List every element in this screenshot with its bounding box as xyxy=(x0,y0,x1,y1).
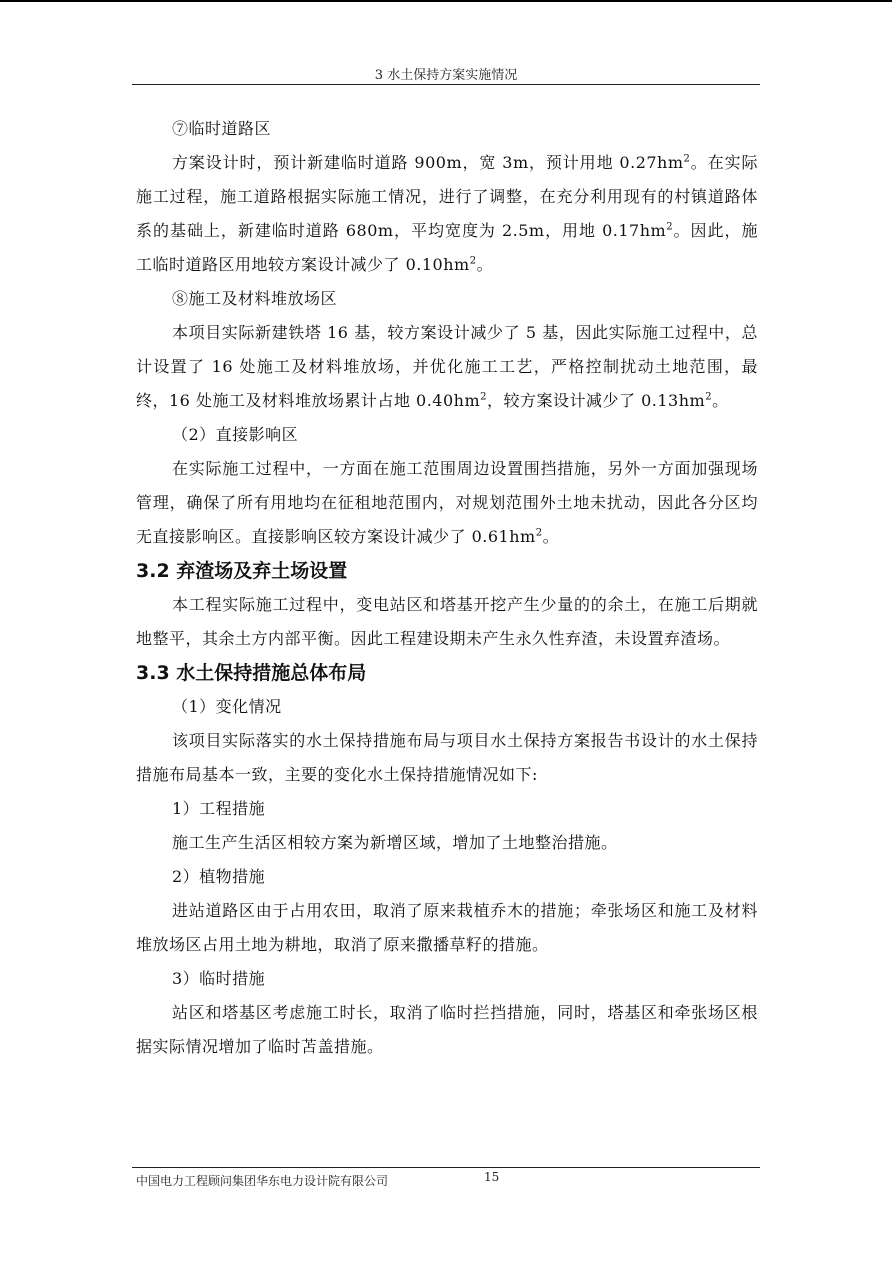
heading-3-3: 3.3 水土保持措施总体布局 xyxy=(136,662,367,684)
change-paragraph: 该项目实际落实的水土保持措施布局与项目水土保持方案报告书设计的水土保持措施布局基本一致，主要的变化水土保持措施情况如下: xyxy=(136,731,758,784)
temporary-measures-title: 3）临时措施 xyxy=(172,969,266,988)
direct-impact-paragraph: 在实际施工过程中，一方面在施工范围周边设置围挡措施，另外一方面加强现场管理，确保了所有用地均在征租地范围内，对规划范围外土地未扰动，因此各分区均无直接影响区。直接影响区较方案设计减少了 $0.61hm^2$。 xyxy=(136,459,758,546)
section-7-paragraph: 方案设计时，预计新建临时道路 900m，宽 3m，预计用地 $0.27hm^2$。在实际施工过程，施工道路根据实际施工情况，进行了调整，在充分利用现有的村镇道路体系的基础上，新建临时道路 680m，平均宽度为 2.5m，用地 $0.17hm^2$。因此，施工临时道路区用地较方案设计减少了 $0.10hm^2$。 xyxy=(136,153,758,274)
engineering-measures-title: 1）工程措施 xyxy=(172,799,266,818)
section-7-title: ⑦临时道路区 xyxy=(172,119,272,138)
page-number: 15 xyxy=(484,1170,500,1184)
footer-company: 中国电力工程顾问集团华东电力设计院有限公司 xyxy=(136,1174,389,1188)
section-8-title: ⑧施工及材料堆放场区 xyxy=(172,289,338,308)
plant-measures-title: 2）植物措施 xyxy=(172,867,266,886)
top-border-line xyxy=(0,0,892,2)
header-divider xyxy=(132,84,760,85)
document-body xyxy=(136,112,758,1064)
section-8-paragraph: 本项目实际新建铁塔 16 基，较方案设计减少了 5 基，因此实际施工过程中，总计设置了 16 处施工及材料堆放场，并优化施工工艺，严格控制扰动土地范围，最终，16 处施工及材料堆放场累计占地 $0.40hm^2$，较方案设计减少了 $0.13hm^2$。 xyxy=(136,323,758,410)
footer-divider xyxy=(132,1167,760,1168)
heading-3-2-paragraph: 本工程实际施工过程中，变电站区和塔基开挖产生少量的的余土，在施工后期就地整平，其余土方内部平衡。因此工程建设期未产生永久性弃渣，未设置弃渣场。 xyxy=(136,595,758,648)
engineering-measures-paragraph: 施工生产生活区相较方案为新增区域，增加了土地整治措施。 xyxy=(172,833,618,852)
direct-impact-title: （2）直接影响区 xyxy=(172,425,299,444)
running-header: 3 水土保持方案实施情况 xyxy=(374,68,518,83)
heading-3-2: 3.2 弃渣场及弃土场设置 xyxy=(136,560,348,582)
change-title: （1）变化情况 xyxy=(172,697,282,716)
plant-measures-paragraph: 进站道路区由于占用农田，取消了原来栽植乔木的措施；牵张场区和施工及材料堆放场区占用土地为耕地，取消了原来撒播草籽的措施。 xyxy=(136,901,758,954)
temporary-measures-paragraph: 站区和塔基区考虑施工时长，取消了临时拦挡措施，同时，塔基区和牵张场区根据实际情况增加了临时苫盖措施。 xyxy=(136,1003,758,1056)
